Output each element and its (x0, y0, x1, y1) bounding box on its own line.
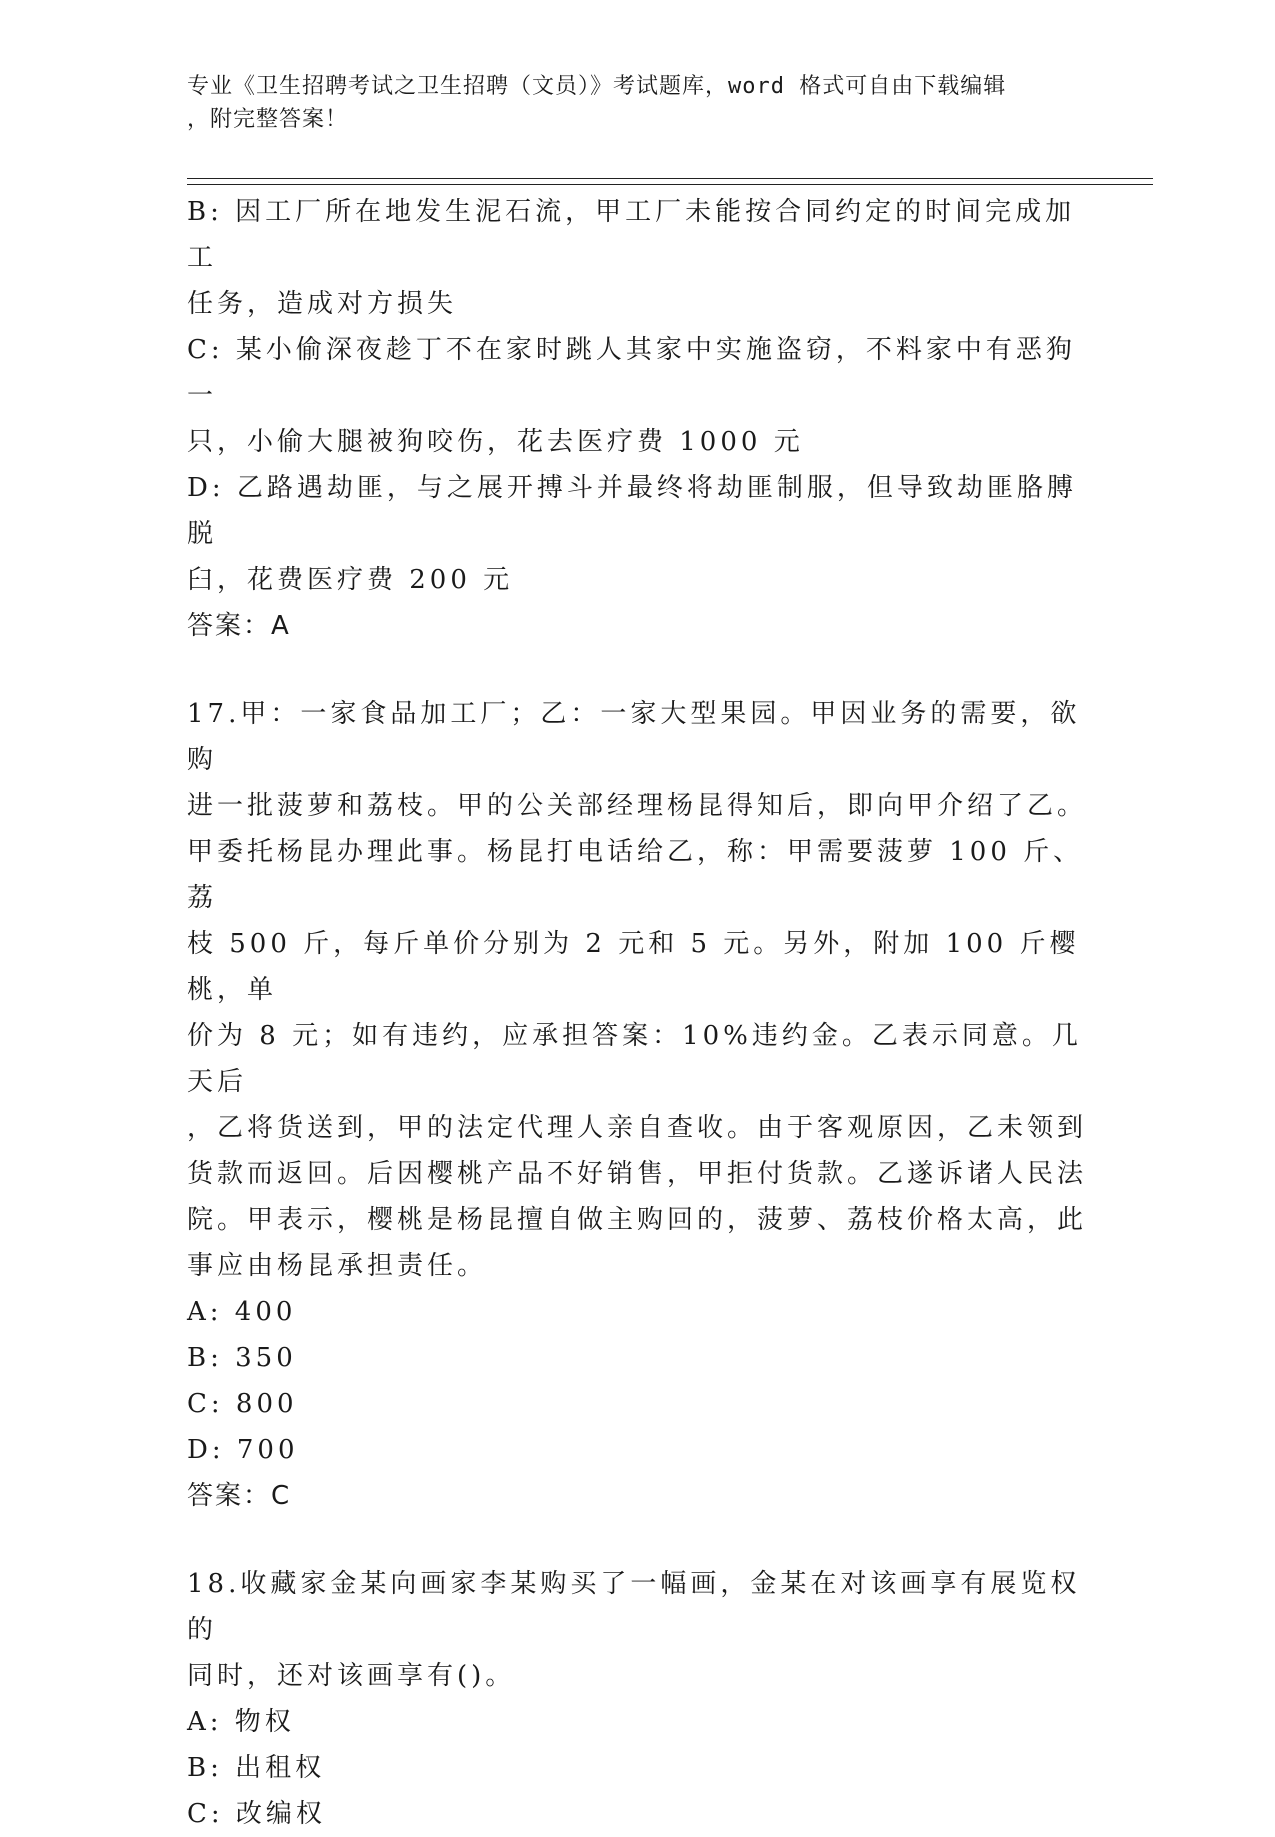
q16-answer: 答案：A (187, 611, 291, 641)
q17-option-b: B: 350 (187, 1343, 297, 1373)
q16-option-b-line-1: B: 因工厂所在地发生泥石流，甲工厂未能按合同约定的时间完成加工 (187, 197, 1076, 273)
question-18 (187, 1561, 1087, 1837)
q17-stem-line: ，乙将货送到，甲的法定代理人亲自查收。由于客观原因，乙未领到 (187, 1113, 1088, 1143)
q17-stem-line: 进一批菠萝和荔枝。甲的公关部经理杨昆得知后，即向甲介绍了乙。 (187, 791, 1088, 821)
q17-stem-line: 17.甲：一家食品加工厂；乙：一家大型果园。甲因业务的需要，欲购 (187, 699, 1081, 775)
q16-option-d-line-1: D: 乙路遇劫匪，与之展开搏斗并最终将劫匪制服，但导致劫匪胳膊脱 (187, 473, 1077, 549)
q18-stem-line-2: 同时，还对该画享有()。 (187, 1661, 516, 1691)
q18-option-b: B: 出租权 (187, 1753, 326, 1783)
q17-stem-line: 价为 8 元；如有违约，应承担答案：10%违约金。乙表示同意。几天后 (187, 1021, 1082, 1097)
q17-stem-line: 甲委托杨昆办理此事。杨昆打电话给乙，称：甲需要菠萝 100 斤、荔 (187, 837, 1084, 913)
header-line-1: 专业《卫生招聘考试之卫生招聘（文员）》考试题库，word 格式可自由下载编辑 (187, 74, 1007, 99)
document-body (187, 189, 1087, 1837)
document-header (187, 70, 1067, 136)
q17-stem-line: 货款而返回。后因樱桃产品不好销售，甲拒付货款。乙遂诉诸人民法 (187, 1159, 1088, 1189)
q17-option-c: C: 800 (187, 1389, 298, 1419)
q17-stem-line: 事应由杨昆承担责任。 (187, 1251, 488, 1281)
question-16 (187, 189, 1087, 649)
q16-option-c-line-2: 只，小偷大腿被狗咬伤，花去医疗费 1000 元 (187, 427, 804, 457)
q17-option-a: A: 400 (187, 1297, 297, 1327)
spacer (187, 649, 1087, 691)
header-divider-top (187, 178, 1153, 179)
q16-option-c-line-1: C: 某小偷深夜趁丁不在家时跳人其家中实施盗窃，不料家中有恶狗一 (187, 335, 1076, 411)
header-line-2: ，附完整答案！ (187, 107, 349, 132)
q18-stem-line-1: 18.收藏家金某向画家李某购买了一幅画，金某在对该画享有展览权的 (187, 1569, 1081, 1645)
question-17 (187, 691, 1087, 1519)
q17-stem-line: 院。甲表示，樱桃是杨昆擅自做主购回的，菠萝、荔枝价格太高，此 (187, 1205, 1088, 1235)
q17-answer: 答案：C (187, 1481, 292, 1511)
q18-option-a: A: 物权 (187, 1707, 295, 1737)
q17-option-d: D: 700 (187, 1435, 299, 1465)
q17-stem-line: 枝 500 斤，每斤单价分别为 2 元和 5 元。另外，附加 100 斤樱桃，单 (187, 929, 1080, 1005)
q16-option-d-line-2: 臼，花费医疗费 200 元 (187, 565, 514, 595)
q18-option-c: C: 改编权 (187, 1799, 326, 1829)
q16-option-b-line-2: 任务，造成对方损失 (187, 289, 458, 319)
spacer (187, 1519, 1087, 1561)
header-divider-bottom (187, 184, 1153, 185)
